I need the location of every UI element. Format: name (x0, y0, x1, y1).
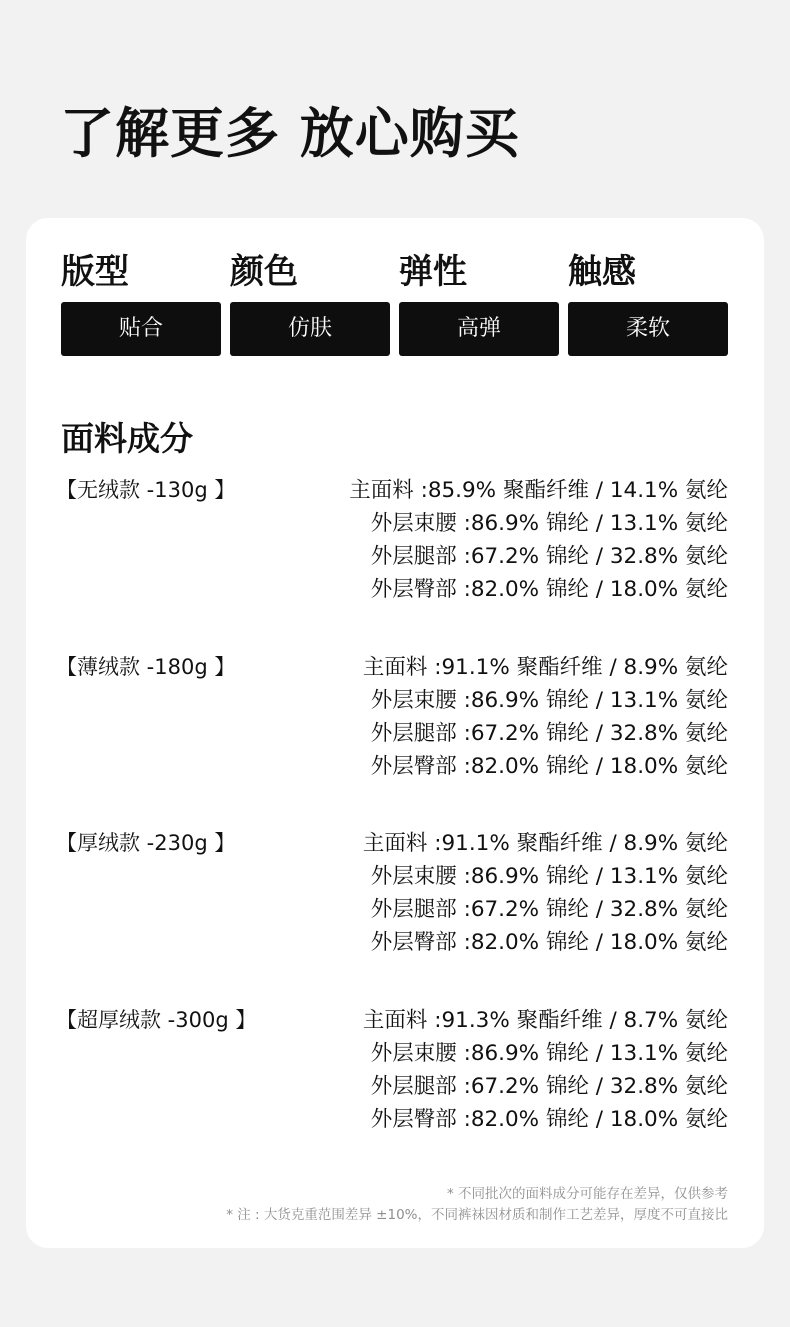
composition-line: 主面料 :91.1% 聚酯纤维 / 8.9% 氨纶 (362, 831, 728, 856)
composition-line: 主面料 :85.9% 聚酯纤维 / 14.1% 氨纶 (349, 478, 728, 503)
fabric-composition-title: 面料成分 (61, 419, 193, 458)
attribute-row (61, 248, 728, 356)
footnote: * 注 : 大货克重范围差异 ±10%，不同裤袜因材质和制作工艺差异，厚度不可直接比 (226, 1207, 728, 1223)
attribute-value-tag: 贴合 (61, 302, 221, 356)
composition-line: 外层腿部 :67.2% 锦纶 / 32.8% 氨纶 (370, 897, 728, 922)
page-heading: 了解更多 放心购买 (60, 102, 520, 165)
composition-line: 外层臀部 :82.0% 锦纶 / 18.0% 氨纶 (370, 1107, 728, 1132)
composition-line: 外层臀部 :82.0% 锦纶 / 18.0% 氨纶 (370, 577, 728, 602)
composition-list (349, 474, 728, 606)
footnote: * 不同批次的面料成分可能存在差异，仅供参考 (446, 1186, 728, 1202)
composition-line: 外层束腰 :86.9% 锦纶 / 13.1% 氨纶 (370, 511, 728, 536)
composition-line: 外层腿部 :67.2% 锦纶 / 32.8% 氨纶 (370, 721, 728, 746)
composition-line: 主面料 :91.3% 聚酯纤维 / 8.7% 氨纶 (362, 1008, 728, 1033)
attribute-value-tag: 高弹 (399, 302, 559, 356)
variant-name: 【超厚绒款 -300g 】 (56, 1008, 257, 1032)
product-info-card (26, 218, 764, 1248)
composition-list (363, 651, 728, 783)
variant-name: 【厚绒款 -230g 】 (56, 831, 236, 855)
composition-line: 外层束腰 :86.9% 锦纶 / 13.1% 氨纶 (370, 864, 728, 889)
attribute-fit (61, 248, 221, 356)
attribute-value-tag: 仿肤 (230, 302, 390, 356)
composition-line: 外层束腰 :86.9% 锦纶 / 13.1% 氨纶 (370, 1041, 728, 1066)
composition-list (363, 827, 728, 959)
attribute-value-tag: 柔软 (568, 302, 728, 356)
footnotes (226, 1184, 728, 1226)
composition-line: 外层束腰 :86.9% 锦纶 / 13.1% 氨纶 (370, 688, 728, 713)
attribute-touch (568, 248, 728, 356)
variant-name: 【薄绒款 -180g 】 (56, 655, 236, 679)
attribute-title: 触感 (568, 252, 636, 292)
composition-list (363, 1004, 728, 1136)
variant-name: 【无绒款 -130g 】 (56, 478, 236, 502)
attribute-color (230, 248, 390, 356)
composition-line: 主面料 :91.1% 聚酯纤维 / 8.9% 氨纶 (362, 655, 728, 680)
composition-line: 外层臀部 :82.0% 锦纶 / 18.0% 氨纶 (370, 930, 728, 955)
composition-line: 外层臀部 :82.0% 锦纶 / 18.0% 氨纶 (370, 754, 728, 779)
attribute-title: 版型 (61, 252, 129, 292)
composition-line: 外层腿部 :67.2% 锦纶 / 32.8% 氨纶 (370, 1074, 728, 1099)
composition-line: 外层腿部 :67.2% 锦纶 / 32.8% 氨纶 (370, 544, 728, 569)
attribute-title: 颜色 (230, 252, 298, 292)
attribute-title: 弹性 (399, 252, 467, 292)
attribute-elasticity (399, 248, 559, 356)
